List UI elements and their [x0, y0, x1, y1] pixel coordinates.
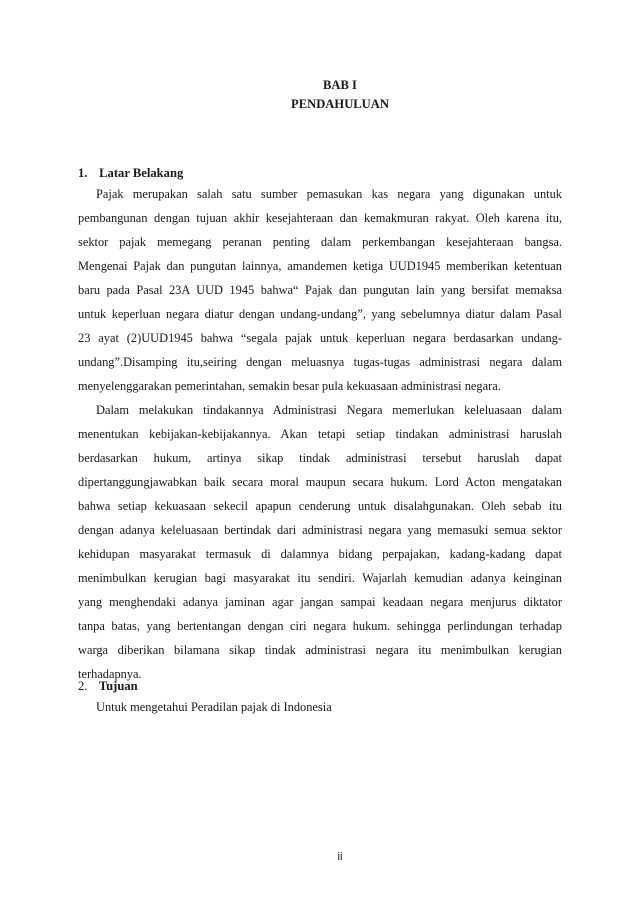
paragraph-line: menimbulkan kerugian bagi masyarakat itu sendiri. Wajarlah kemudian adanya keinginan: [78, 571, 562, 585]
paragraph-line: berdasarkan hukum, artinya sikap tindak administrasi tersebut haruslah dapat: [78, 451, 562, 465]
section-heading-tujuan: [78, 679, 138, 694]
paragraph-line: Mengenai Pajak dan pungutan lainnya, amandemen ketiga UUD1945 memberikan ketentuan: [78, 259, 562, 273]
paragraph-line: untuk keperluan negara diatur dengan undang-undang”, yang sebelumnya diatur dalam Pasal: [78, 307, 562, 321]
section-title: Tujuan: [98, 679, 138, 693]
paragraph-line: menentukan kebijakan-kebijakannya. Akan tetapi setiap tindakan administrasi haruslah: [78, 427, 562, 441]
paragraph-line: undang”.Disamping itu,seiring dengan meluasnya tugas-tugas administrasi negara dalam: [78, 355, 562, 369]
paragraph-line: warga diberikan bilamana sikap tindak administrasi negara itu menimbulkan kerugian: [78, 643, 562, 657]
paragraph-line: terhadapnya.: [78, 667, 142, 681]
paragraph-line: kehidupan masyarakat termasuk di dalamnya bidang perpajakan, kadang-kadang dapat: [78, 547, 562, 561]
paragraph-line: menyelenggarakan pemerintahan, semakin besar pula kekuasaan administrasi negara.: [78, 379, 501, 393]
chapter-title: PENDAHULUAN: [291, 97, 389, 111]
paragraph-line: bahwa setiap kekuasaan sekecil apapun cenderung untuk disalahgunakan. Oleh sebab itu: [78, 499, 562, 513]
paragraph-line: sektor pajak memegang peranan penting dalam perkembangan kesejahteraan bangsa.: [78, 235, 562, 249]
section-title: Latar Belakang: [99, 166, 184, 180]
paragraph-line: Dalam melakukan tindakannya Administrasi Negara memerlukan keleluasaan dalam: [96, 403, 562, 417]
section-number: 2.: [78, 679, 88, 693]
paragraph-line: baru pada Pasal 23A UUD 1945 bahwa“ Pajak dan pungutan lain yang bersifat memaksa: [78, 283, 562, 297]
paragraph-line: Untuk mengetahui Peradilan pajak di Indonesia: [96, 700, 332, 714]
paragraph-line: pembangunan dengan tujuan akhir kesejahteraan dan kemakmuran rakyat. Oleh karena itu,: [78, 211, 562, 225]
paragraph-line: tanpa batas, yang bertentangan dengan ciri negara hukum. sehingga perlindungan terhadap: [78, 619, 562, 633]
paragraph-line: dengan adanya keleluasaan bertindak dari administrasi negara yang memasuki semua sektor: [78, 523, 562, 537]
section-number: 1.: [78, 166, 88, 180]
paragraph-line: 23 ayat (2)UUD1945 bahwa “segala pajak untuk keperluan negara berdasarkan undang-: [78, 331, 562, 345]
section-heading-latar-belakang: [78, 166, 183, 181]
paragraph-line: yang menghendaki adanya jaminan agar jangan sampai keadaan negara menjurus diktator: [78, 595, 562, 609]
paragraph-line: Pajak merupakan salah satu sumber pemasukan kas negara yang digunakan untuk: [96, 187, 562, 201]
chapter-label: BAB I: [323, 78, 357, 92]
page-number: ii: [337, 851, 343, 863]
paragraph-line: dipertanggungjawabkan baik secara moral maupun secara hukum. Lord Acton mengatakan: [78, 475, 562, 489]
